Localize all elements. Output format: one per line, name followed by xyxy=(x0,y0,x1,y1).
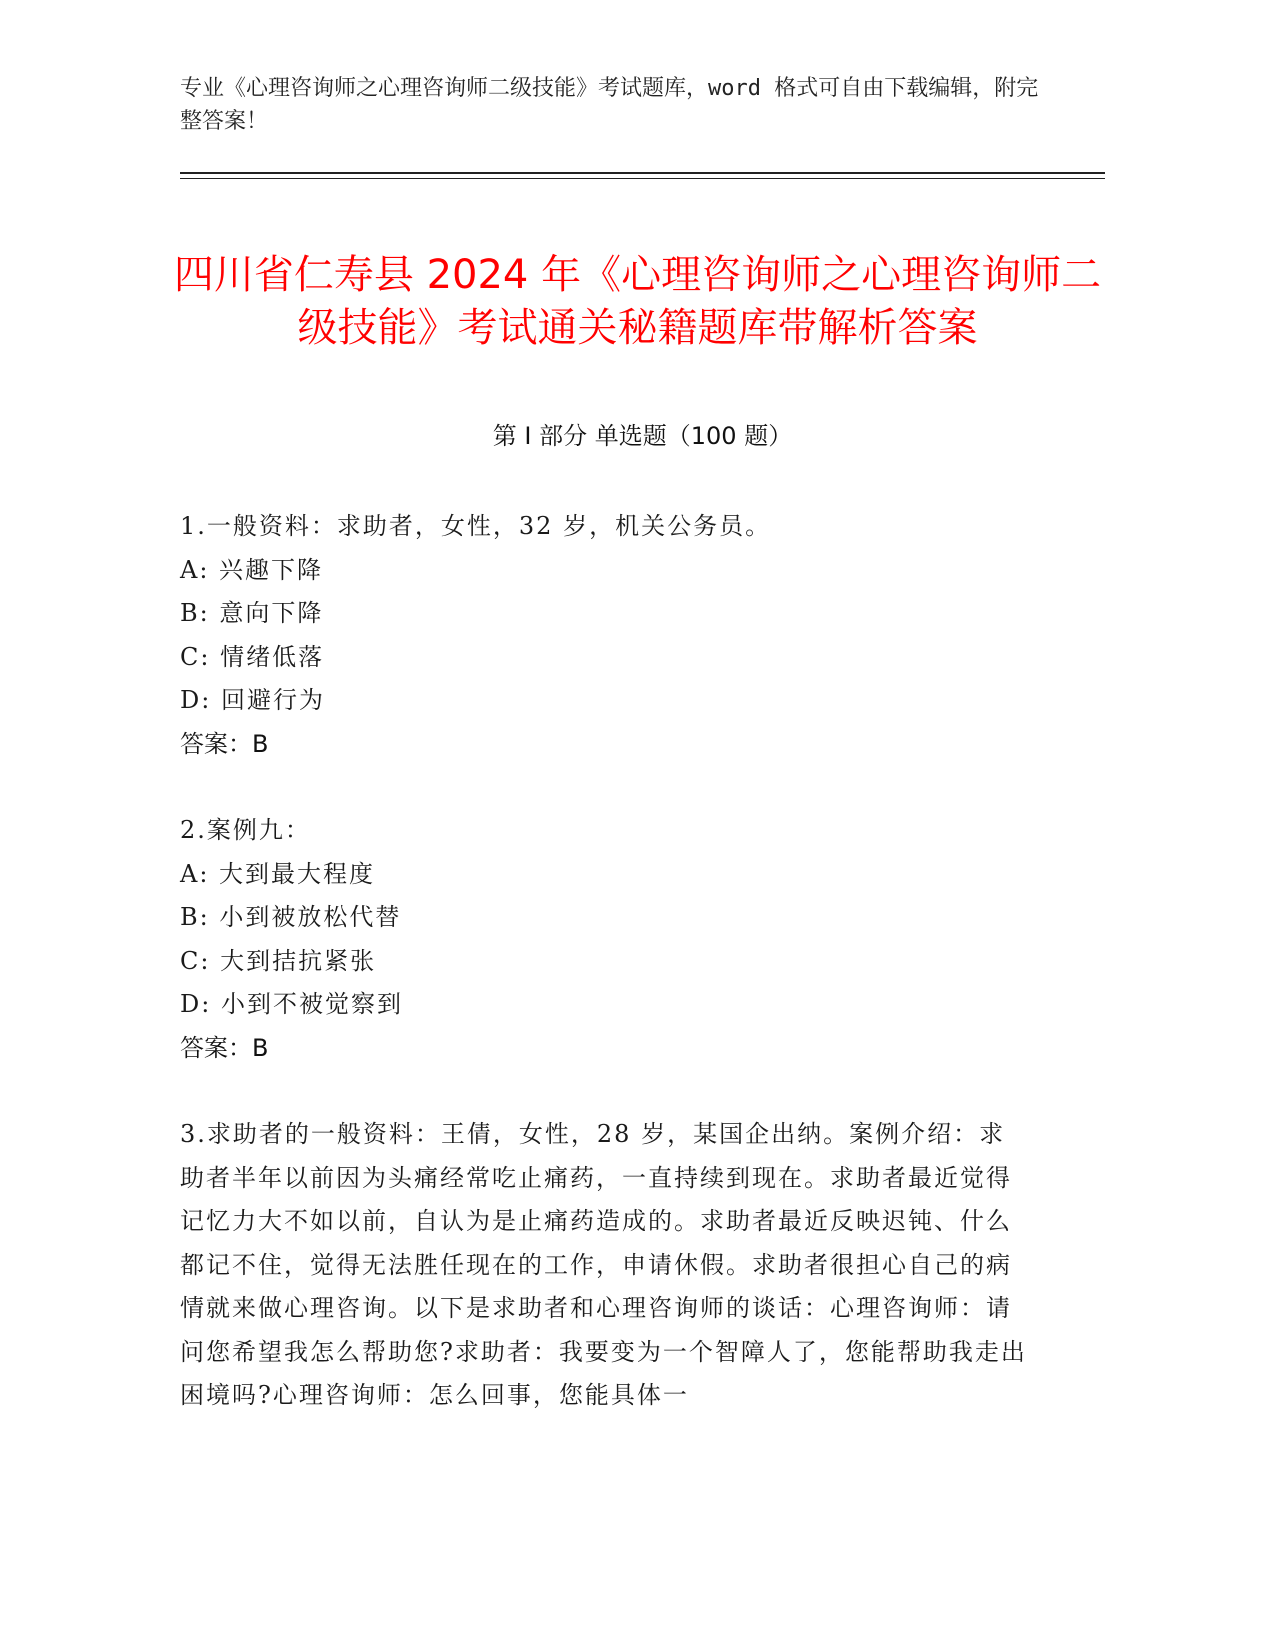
option-c: C: 大到拮抗紧张 xyxy=(180,946,377,975)
question-1 xyxy=(180,505,1030,766)
question-list xyxy=(180,505,1030,1461)
option-c: C: 情绪低落 xyxy=(180,642,325,671)
answer: 答案：B xyxy=(180,729,269,758)
answer: 答案：B xyxy=(180,1033,269,1062)
question-stem: 3.求助者的一般资料：王倩，女性，28 岁，某国企出纳。案例介绍：求助者半年以前因为头痛经常吃止痛药，一直持续到现在。求助者最近觉得记忆力大不如以前，自认为是止痛药造成的。求助者最近反映迟钝、什么都记不住，觉得无法胜任现在的工作，申请休假。求助者很担心自己的病情就来做心理咨询。以下是求助者和心理咨询师的谈话：心理咨询师：请问您希望我怎么帮助您?求助者：我要变为一个智障人了，您能帮助我走出困境吗?心理咨询师：怎么回事，您能具体一 xyxy=(180,1120,1027,1409)
section-title: 第 I 部分 单选题（100 题） xyxy=(492,422,793,450)
option-d: D: 小到不被觉察到 xyxy=(180,990,403,1018)
option-a: A: 兴趣下降 xyxy=(180,555,324,584)
header-rule-thick xyxy=(180,172,1105,174)
document-title: 四川省仁寿县 2024 年《心理咨询师之心理咨询师二级技能》考试通关秘籍题库带解析答案 xyxy=(173,251,1102,351)
option-a: A: 大到最大程度 xyxy=(180,859,376,888)
option-b: B: 意向下降 xyxy=(180,599,324,627)
question-3 xyxy=(180,1113,1030,1418)
option-b: B: 小到被放松代替 xyxy=(180,903,402,931)
header-note: 专业《心理咨询师之心理咨询师二级技能》考试题库，word 格式可自由下载编辑，附完整答案！ xyxy=(180,76,1039,134)
question-2 xyxy=(180,809,1030,1070)
header-rule-thin xyxy=(180,178,1105,179)
option-d: D: 回避行为 xyxy=(180,686,325,714)
question-stem: 1.一般资料：求助者，女性，32 岁，机关公务员。 xyxy=(180,512,772,540)
question-stem: 2.案例九： xyxy=(180,816,311,844)
